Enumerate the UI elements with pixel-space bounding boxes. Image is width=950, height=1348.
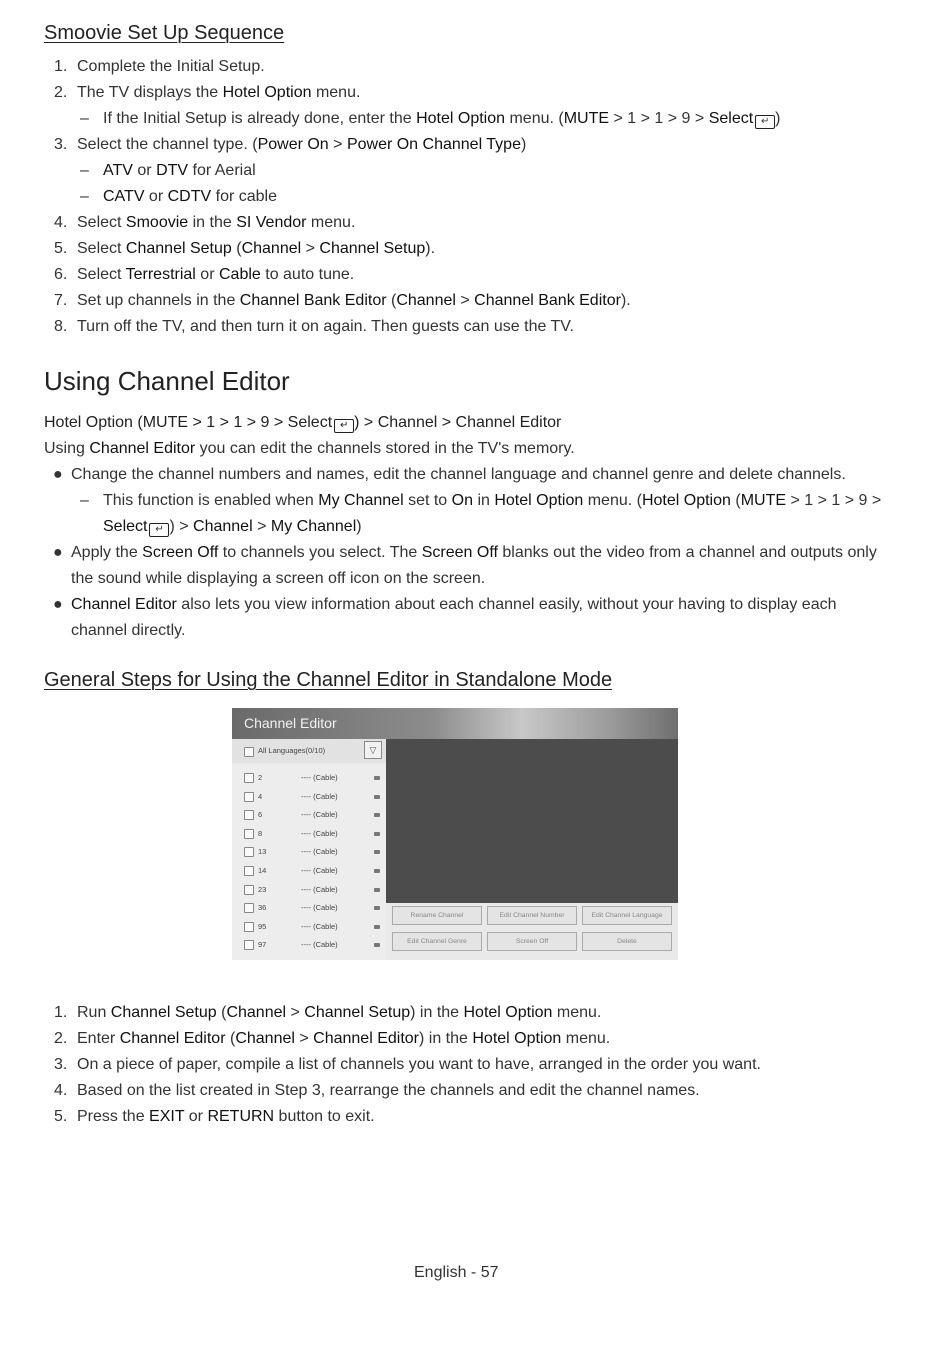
filter-icon[interactable]: ▽ xyxy=(364,741,382,759)
channel-number: 97 xyxy=(258,940,267,950)
step-3-note-cable: – CATV or CDTV for cable xyxy=(80,188,277,205)
menu-path: Hotel Option (MUTE > 1 > 1 > 9 > Select ↵ ) > Channel > Channel Editor xyxy=(44,414,562,431)
bullet-icon: ● xyxy=(53,596,63,613)
channel-list-panel xyxy=(232,739,386,960)
channel-number: 95 xyxy=(258,921,267,931)
section-title-general-steps: General Steps for Using the Channel Editor in Standalone Mode xyxy=(44,669,613,691)
channel-number: 14 xyxy=(258,866,267,875)
channel-name: ---- (Cable) xyxy=(301,791,338,801)
channel-row[interactable] xyxy=(232,810,386,828)
section-title-smoovie: Smoovie Set Up Sequence xyxy=(44,22,285,44)
channel-name: ---- (Cable) xyxy=(301,773,338,782)
screen-off-button[interactable]: Screen Off xyxy=(487,932,577,951)
tv-icon xyxy=(374,943,380,947)
all-languages-checkbox[interactable] xyxy=(244,747,254,757)
section-title-channel-editor: Using Channel Editor xyxy=(44,366,290,396)
edit-channel-language-button[interactable]: Edit Channel Language xyxy=(582,906,672,925)
step-4: 4. Select Smoovie in the SI Vendor menu. xyxy=(54,214,356,231)
channel-checkbox[interactable] xyxy=(244,810,254,820)
preview-area xyxy=(386,739,678,903)
channel-name: ---- (Cable) xyxy=(301,921,338,931)
channel-row[interactable] xyxy=(232,792,386,810)
step-3-note-aerial: – ATV or DTV for Aerial xyxy=(80,162,256,179)
channel-name: ---- (Cable) xyxy=(301,940,338,950)
bullet-1-note: – This function is enabled when My Channel set to On in Hotel Option menu. (Hotel Option (MUTE > 1 > 1 > 9 > xyxy=(80,492,882,509)
channel-row[interactable] xyxy=(232,903,386,921)
enter-key-icon: ↵ xyxy=(149,523,169,537)
edit-channel-genre-button[interactable]: Edit Channel Genre xyxy=(392,932,482,951)
tv-icon xyxy=(374,832,380,836)
channel-number: 23 xyxy=(258,884,267,894)
channel-number: 6 xyxy=(258,810,263,820)
channel-row[interactable] xyxy=(232,829,386,847)
step-5: 5. Select Channel Setup (Channel > Channel Setup). xyxy=(54,240,436,257)
channel-number: 2 xyxy=(258,773,263,782)
channel-name: ---- (Cable) xyxy=(301,866,338,875)
channel-row[interactable] xyxy=(232,773,386,791)
channel-editor-title: Channel Editor xyxy=(232,708,678,739)
channel-editor-right-panel xyxy=(386,739,678,960)
channel-row[interactable] xyxy=(232,866,386,884)
gen-step-1: 1. Run Channel Setup (Channel > Channel Setup) in the Hotel Option menu. xyxy=(54,1004,602,1021)
channel-number: 4 xyxy=(258,791,263,801)
all-languages-label: All Languages(0/10) xyxy=(258,746,326,755)
enter-key-icon: ↵ xyxy=(755,115,775,129)
bullet-2: ● Apply the Screen Off to channels you select. The Screen Off blanks out the video from a channel and outputs only xyxy=(44,540,877,566)
channel-editor-screenshot xyxy=(232,708,678,960)
channel-name: ---- (Cable) xyxy=(301,810,338,820)
gen-step-3: 3. On a piece of paper, compile a list of channels you want to have, arranged in the order you want. xyxy=(54,1056,761,1073)
channel-checkbox[interactable] xyxy=(244,903,254,913)
step-3: 3. Select the channel type. (Power On > Power On Channel Type) xyxy=(54,136,527,153)
channel-name: ---- (Cable) xyxy=(301,884,338,894)
rename-channel-button[interactable]: Rename Channel xyxy=(392,906,482,925)
bullet-icon: ● xyxy=(53,544,63,561)
channel-name: ---- (Cable) xyxy=(301,847,338,857)
channel-row[interactable] xyxy=(232,922,386,940)
bullet-3: ● Channel Editor also lets you view information about each channel easily, without your having to display each xyxy=(44,592,836,618)
channel-checkbox[interactable] xyxy=(244,866,254,876)
tv-icon xyxy=(374,869,380,873)
channel-checkbox[interactable] xyxy=(244,773,254,783)
gen-step-4: 4. Based on the list created in Step 3, rearrange the channels and edit the channel names. xyxy=(54,1082,700,1099)
tv-icon xyxy=(374,888,380,892)
channel-checkbox[interactable] xyxy=(244,922,254,932)
gen-step-2: 2. Enter Channel Editor (Channel > Channel Editor) in the Hotel Option menu. xyxy=(54,1030,611,1047)
channel-checkbox[interactable] xyxy=(244,940,254,950)
channel-checkbox[interactable] xyxy=(244,885,254,895)
delete-button[interactable]: Delete xyxy=(582,932,672,951)
channel-number: 13 xyxy=(258,847,267,857)
channel-name: ---- (Cable) xyxy=(301,828,338,838)
channel-row[interactable] xyxy=(232,885,386,903)
all-languages-row[interactable] xyxy=(232,739,386,763)
channel-row[interactable] xyxy=(232,940,386,958)
bullet-1-note-cont: Select ↵ ) > Channel > My Channel) xyxy=(103,518,362,535)
tv-icon xyxy=(374,925,380,929)
channel-number: 8 xyxy=(258,828,263,838)
bullet-2-cont: the sound while displaying a screen off icon on the screen. xyxy=(71,570,486,587)
step-2-note: – If the Initial Setup is already done, enter the Hotel Option menu. (MUTE > 1 > 1 > 9 > Select ↵ ) xyxy=(80,110,781,127)
tv-icon xyxy=(374,850,380,854)
gen-step-5: 5. Press the EXIT or RETURN button to exit. xyxy=(54,1108,375,1125)
tv-icon xyxy=(374,906,380,910)
bullet-3-cont: channel directly. xyxy=(71,622,186,639)
tv-icon xyxy=(374,776,380,780)
page-number: English - 57 xyxy=(414,1264,499,1281)
step-6: 6. Select Terrestrial or Cable to auto tune. xyxy=(54,266,355,283)
tv-icon xyxy=(374,795,380,799)
step-2: 2. The TV displays the Hotel Option menu. xyxy=(54,84,361,101)
step-7: 7. Set up channels in the Channel Bank Editor (Channel > Channel Bank Editor). xyxy=(54,292,631,309)
tv-icon xyxy=(374,813,380,817)
step-1: 1. Complete the Initial Setup. xyxy=(54,58,265,75)
channel-checkbox[interactable] xyxy=(244,847,254,857)
bullet-icon: ● xyxy=(53,466,63,483)
edit-channel-number-button[interactable]: Edit Channel Number xyxy=(487,906,577,925)
channel-checkbox[interactable] xyxy=(244,792,254,802)
intro-text: Using Channel Editor you can edit the channels stored in the TV's memory. xyxy=(44,440,575,457)
channel-number: 36 xyxy=(258,903,267,913)
channel-row[interactable] xyxy=(232,847,386,865)
bullet-1: ● Change the channel numbers and names, edit the channel language and channel genre and delete channels. xyxy=(44,462,846,488)
channel-name: ---- (Cable) xyxy=(301,903,338,913)
enter-key-icon: ↵ xyxy=(334,419,354,433)
step-8: 8. Turn off the TV, and then turn it on again. Then guests can use the TV. xyxy=(54,318,574,335)
channel-checkbox[interactable] xyxy=(244,829,254,839)
